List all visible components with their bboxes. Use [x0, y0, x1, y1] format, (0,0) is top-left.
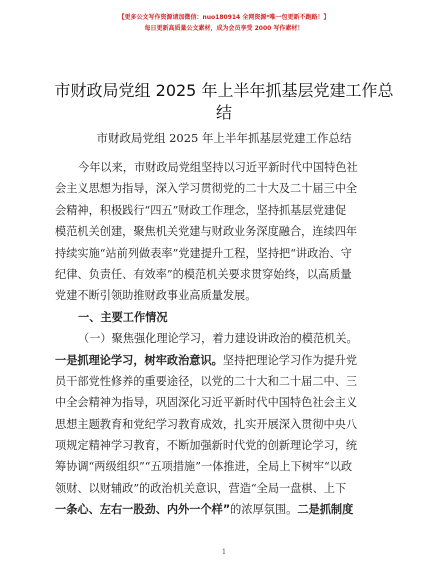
- bold-text: 一条心、左右一股劲、内外一个样”: [55, 503, 231, 517]
- body-text: 坚持把理论学习作为提升党: [222, 353, 358, 367]
- page-number: 1: [221, 548, 227, 556]
- body-line: 中全会精神为指导，巩固深化习近平新时代中国特色社会主义: [55, 396, 358, 410]
- body-line: [55, 350, 395, 371]
- body-line: 持续实施“站前列做表率”党建提升工程，坚持把“讲政治、守: [55, 246, 352, 260]
- body-line: 员干部党性修养的重要途径，以党的二十大和二十届二中、三: [55, 374, 358, 388]
- body-text: 的浓厚氛围。: [230, 503, 298, 517]
- document-body: [55, 157, 395, 521]
- body-line: 会精神，积极践行“四五”财政工作理念，坚持抓基层党建促: [55, 203, 347, 217]
- body-line: 思想主题教育和党纪学习教育成效，扎实开展深入贯彻中央八: [55, 417, 358, 431]
- body-line: 纪律、负责任、有效率”的模范机关要求贯穿始终，以高质量: [55, 267, 352, 281]
- banner-line-1: 【更多公文写作资源请加微信：nuo180914 全网资源*唯一包更新不跑路！】: [118, 14, 330, 21]
- bold-lead: 二是抓制度: [297, 503, 354, 517]
- body-line: 领财、以财辅政”的政治机关意识，营造“全局一盘棋、上下: [55, 481, 347, 495]
- banner-line-2: 每日更新高质量公文素材，成为会员享受 2000 写作素材！: [144, 25, 304, 32]
- document-subtitle: 市财政局党组 2025 年上半年抓基层党建工作总结: [96, 131, 352, 145]
- section-heading: 一、主要工作情况: [78, 310, 168, 324]
- subsection-heading: （一）聚焦强化理论学习，着力建设讲政治的模范机关。: [78, 332, 358, 346]
- body-line: 会主义思想为指导，深入学习贯彻党的二十大及二十届三中全: [55, 182, 358, 196]
- body-line: 筹协调“两级组织”“五项措施”一体推进，全局上下树牢“以政: [55, 460, 353, 474]
- body-line: 项规定精神学习教育，不断加强新时代党的创新理论学习，统: [55, 439, 358, 453]
- body-line: [55, 499, 395, 520]
- body-line: 今年以来，市财政局党组坚持以习近平新时代中国特色社: [78, 161, 358, 174]
- body-line: 模范机关创建，聚焦机关党建与财政业务深度融合，连续四年: [55, 225, 358, 239]
- bold-lead: 一是抓理论学习，树牢政治意识。: [55, 353, 223, 367]
- watermark-banner: [0, 12, 448, 34]
- document-title: 市财政局党组 2025 年上半年抓基层党建工作总结: [54, 81, 394, 122]
- body-line: 党建不断引领助推财政事业高质量发展。: [55, 289, 257, 303]
